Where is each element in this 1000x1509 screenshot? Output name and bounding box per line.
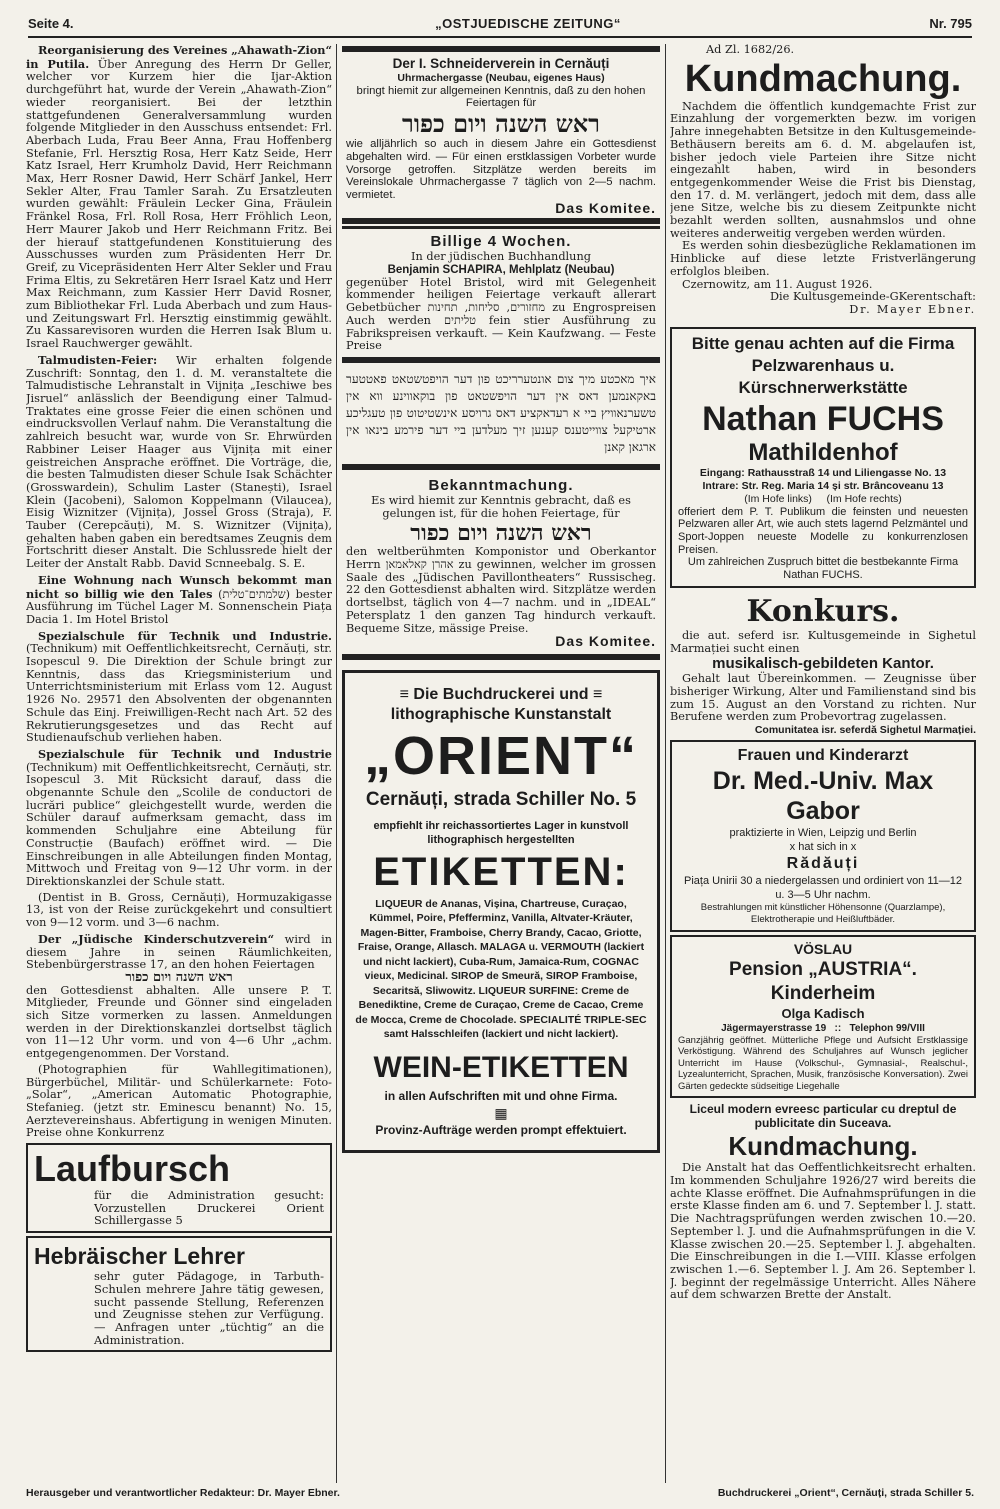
column-right — [670, 44, 976, 1483]
hebrew-holiday-line: ראש השנה ויום כפור — [125, 969, 233, 985]
article-talmudisten — [26, 354, 332, 571]
ad-title: Bekanntmachung. — [428, 476, 574, 494]
ad-text: Es werden sohin diesbezügliche Reklamationen im Hinblicke auf diese letzte Fristverlängerung erfolglos bleiben. — [670, 239, 976, 278]
ad-text: Es wird hiemit zur Kenntnis gebracht, daß es gelungen ist, für die hohen Feiertage, für — [371, 493, 631, 520]
ad-subtitle: Uhrmachergasse (Neubau, eigenes Haus) — [397, 72, 605, 84]
ad-highlight: musikalisch-gebildeten Kantor. — [712, 655, 934, 673]
ad-line: Bitte genau achten auf die Firma — [691, 333, 955, 353]
notice-spezialschule-2 — [26, 748, 332, 889]
ad-bekanntmachung — [342, 472, 660, 652]
ad-nathan-fuchs — [670, 327, 976, 588]
ad-heading: ETIKETTEN: — [373, 849, 629, 894]
ad-title: Billige 4 Wochen. — [430, 233, 572, 251]
article-text: Wir erhalten folgende Zuschrift: Sonntag, den 1. d. M. veranstaltete die Talmudistische Lehranstalt in Vijnița „Ieschiwe bes Jisruel“ anlässlich der Beendigung einer Talmud-Traktates eine grosse Feier die einen schönen und eindrucksvollen Verlauf nahm. Die Veranstaltung die zahlreich besucht war, wurde von Sr. Ehrwürden Rabbiner Leiser Haager aus Vijnița mit einer geistreichen Ansprache eröffnet. Die Vorträge, die, die besten Talmudisten dieser Schule Isak Schächter (Grosswardein), Schulim Laster (Stanești), Israel Klein (Jacobeni), Salomon Koppelmann (Vilaucea), Eisig Wiznitzer (Vijnița), Jossel Gross (Straja), F. Tauber (Cerepcăuți), M. S. Wiznitzer (Vijnița), gehalten haben gaben ein beredtsames Zeugnis dem Fortschritt dieser Anstalt. Die Schlussrede hielt der Leiter der Anstalt Rabb. David Scnneebalg. S. E. — [26, 353, 332, 571]
ad-kundmachung-kultus — [670, 44, 976, 317]
article-text: Über Anregung des Herrn Dr Geller, welcher vor Kurzem hier die Ijar-Aktion durchgeführt hat, wurde der Verein „Ahawath-Zion“ wieder reorganisiert. Bei der letzthin stattgefundenen Generalversammlung wurden folgende Mitglieder in den Ausschuss entsendet: Frl. Aberbach Luda, Frau Beer Anna, Frau Hoffenberg Stefanie, Frl. Hersztig Rosa, Herr Katz Seide, Herr Katz Israel, Herr Krumholz David, Herr Reichmann Max, Herr Rosner Dawid, Herr Schärf Jankel, Herr Sekler Alter, Frau Tamler Sarah. Zu Ersatzleuten wurden gewählt: Fräulein Lecker Gina, Fräulein Fränkel Rosa, Frl. Roll Rosa, Herr Fröhlich Leon, Herr Maurer Jakob und Herr Reichmann Fritz. Bei der hierauf stattgefundenen Konstituierung des Ausschusses wurden zum Präsidenten Herr Dr. Greif, zu Vicepräsidenten Herr Alter Sekler und Frau Frima Eltis, zu Sekretären Herr Israel Katz und Herr Max Reichmann, zum Kassier Herr David Rosner, zum Bibliothekar Frl. Luda Aberbach und zum Haus- und Zeitungswart Frl. Hersztig einstimmig gewählt. Zu Kassarevisoren wurden die Herren Isak Blum u. Israel Rauchwerger gewählt. — [26, 57, 332, 351]
ad-line: empfiehlt ihr reichassortiertes Lager in kunstvoll lithographisch hergestellten — [373, 819, 629, 846]
article-heading: Der „Jüdische Kinderschutzverein“ — [38, 931, 275, 946]
ad-text: offeriert dem P. T. Publikum die feinsten und neuesten Pelzwaren aller Art, wie auch stets lagernd Pelzmäntel und Sport-Joppen neueste Modelle zu konkurrenzlosen Preisen. — [678, 505, 968, 556]
ad-product-list: LIQUEUR de Ananas, Vișina, Chartreuse, Curaçao, Kümmel, Poire, Pfefferminz, Vanilla, Altvater-Kräuter, Magen-Bitter, Framboise, Cherry Brandy, Cacao, Griotte, Fraise, Orange, Allasch. MALAGA u. VERMOUTH (lackiert und nicht lackiert), Cuba-Rum, Jamaica-Rum, COGNAC vieux, Medicinal. SIROP de Smeură, SIROP Framboise, Secaritsă, Sliwowitz. LIQUEUR SURFINE: Creme de Benediktine, Creme de Curaçao, Creme de Cacao, Creme de Mocca, Creme de Chocolade. SPECIALITÉ TRIPLE-SEC samt Halsschleifen (lackiert und nicht lackiert). — [355, 897, 647, 1041]
ad-line: Pelzwarenhaus u. Kürschnerwerkstätte — [738, 355, 908, 397]
divider-bar — [342, 357, 660, 363]
ad-line: Bestrahlungen mit künstlicher Höhensonne (Quarzlampe), Elektrotherapie und Heißluftbäder. — [700, 901, 946, 925]
ad-name: Pension „AUSTRIA“. Kinderheim — [729, 958, 917, 1004]
ad-text: Um zahlreichen Zuspruch bittet die bestbekannte Firma Nathan FUCHS. — [687, 556, 959, 582]
ad-kundmachung-liceul — [670, 1130, 976, 1302]
article-text: bester Ausführung im Tüchel Lager M. Sonnenschein Piața Dacia 1. Im Hotel Bristol — [26, 587, 332, 626]
hebrew-text: איך מאכטע מיך צום אונטערריכט פון דער הויפטשטאט פאטטער באקאנמען דאס אין דער הויפשטאט פון בוקאווינע ווא אין טשערנאוויץ ביי א רעדאקציע דאס גרויסע אינשטיטוט פון טעגליכע ארטיקעל צווייטענס קענען זיך מעלדען ביי דער פירמע בינאו אין ארגאן קאנן — [346, 371, 656, 454]
ad-city: Rădăuți — [786, 854, 860, 872]
ad-brand: „ORIENT“ — [363, 725, 638, 786]
ad-text: In der jüdischen Buchhandlung — [411, 250, 591, 264]
ad-konkurs — [670, 594, 976, 737]
ad-dr-gabor — [670, 740, 976, 932]
divider-bar — [342, 46, 660, 52]
issue-number: Nr. 795 — [929, 16, 972, 31]
article-text: (Technikum) mit Oeffentlichkeitsrecht, Cernăuți, str. Isopescul 3. Mit Rücksicht darauf, dass die obgenannte Schule den „Scolile de conductori de lucrări publice“ gleichgestellt wurde, werden die Schüler darauf aufmerksam gemacht, dass im kommenden Schuljahre eine Abteilung für Construcție (Baufach) eröffnet wird. — Die Einschreibungen in alle Abteilungen finden Montag, Mittwoch und Freitag von 9—12 Uhr vorm. in der Direktionskanzlei der Schule statt. — [26, 760, 332, 888]
notice-dentist: (Dentist in B. Gross, Cernăuți), Hormuzakigasse 13, ist von der Reise zurückgekehrt und consultiert von 9—12 vorm. und 3—6 nachm. — [26, 890, 332, 930]
ad-line: (Im Hofe links) (Im Hofe rechts) — [744, 492, 902, 505]
ad-laufbursch — [26, 1143, 332, 1233]
article-text: wird in diesem Jahre in seinen Räumlichkeiten, Stebenbürgerstrasse 17, an den hohen Feiertagen — [26, 932, 332, 972]
ad-text: die aut. seferd isr. Kultusgemeinde in Sighetul Marmației sucht einen — [670, 628, 976, 655]
article-heading: Spezialschule für Technik und Industrie — [38, 746, 332, 761]
reference-number: Ad Zl. 1682/26. — [706, 44, 795, 56]
column-middle — [342, 44, 660, 1483]
ad-brand: Nathan FUCHS — [702, 399, 944, 438]
notice-wohnung — [26, 574, 332, 627]
ad-title: Konkurs. — [746, 593, 900, 629]
ad-text: den weltberühmten Komponistor und Oberkantor Herrn אהרן קאלאמאן zu gewinnen, welcher im grossen Saale des „Jüdischen Pavillontheaters“ Russischeg. 22 den Gottesdienst abhalten wird. Sitzplätze werden dortselbst, täglich von 4—7 nachm. und in „IDEAL“ Petersplatz 1 den ganzen Tag hindurch verkauft. Bequeme Sitze, mässige Preise. — [346, 545, 656, 635]
notice-kinderschutz — [26, 933, 332, 972]
ad-owner: Olga Kadisch — [781, 1005, 865, 1021]
ad-line: lithographische Kunstanstalt — [390, 705, 612, 723]
article-heading: Talmudisten-Feier: — [38, 352, 158, 367]
ad-signature: Comunitatea isr. seferdă Sighetul Marmației. — [754, 724, 976, 737]
ad-date: Czernowitz, am 11. August 1926. — [682, 277, 873, 291]
ad-address: Jägermayerstrasse 19 :: Telephon 99/VIII — [721, 1022, 925, 1034]
hebrew-text: מחזורים, סליחות, תחינות — [427, 301, 546, 315]
ad-title: Kundmachung. — [684, 57, 962, 100]
ad-text: wie alljährlich so auch in diesem Jahre ein Gottesdienst abgehalten wird. — Für einen erstklassigen Vorbeter wurde Vorsorge getroffen. Sitzplätze werden bereits im Vereinslokale Uhrmachergasse 7 täglich von 2—5 nachm. vermietet. — [346, 138, 656, 201]
ad-orient-druckerei — [342, 670, 660, 1153]
divider-bar — [342, 218, 660, 224]
notice-photo: (Photographien für Wahllegitimationen), Bürgerbüchel, Militär- und Schülerkarnete: Foto-„Solar“, „American Automatic Photographie, Stefanieg. (jetzt str. Eminescu benannt) No. 15, Aerztevereinshaus. Abfertigung in wenigen Minuten. Preise ohne Konkurrenz — [26, 1062, 332, 1140]
ad-billige-wochen — [342, 231, 660, 355]
hebrew-text: טליתים — [443, 313, 476, 327]
page-footer — [26, 1487, 974, 1501]
ad-hebraeischer-lehrer — [26, 1236, 332, 1352]
ad-yiddish — [342, 365, 660, 462]
ad-line: Intrare: Str. Reg. Maria 14 și str. Brâncoveanu 13 — [702, 479, 944, 492]
ad-text — [346, 277, 656, 353]
article-heading: Reorganisierung des Vereines „Ahawath-Zion“ in Putila. — [26, 44, 332, 71]
ad-text: für die Administration gesucht: Vorzustellen Druckerei Orient Schillergasse 5 — [94, 1188, 324, 1228]
ornament-icon: ▦ — [494, 1104, 508, 1121]
ad-text-part: zu Engrospreisen Auch werden — [346, 301, 657, 327]
ad-heading: WEIN-ETIKETTEN — [373, 1050, 629, 1084]
ad-place: Mathildenhof — [748, 438, 898, 466]
ad-line: praktizierte in Wien, Leipzig und Berlin — [729, 826, 917, 839]
article-text: den Gottesdienst abhalten. Alle unsere P. T. Mitglieder, Freunde und Gönner sind eingeladen sich Sitze vormerken zu lassen. Anmeldungen werden in der Direktionskanzlei dortselbst täglich von 11—12 Uhr vorm. und von 4—6 Uhr „achm. entgegengenommen. Der Vorstand. — [26, 983, 332, 1061]
article-heading: Eine Wohnung nach Wunsch bekommt man nicht so billig wie den Tales — [26, 572, 332, 601]
footer-printer: Buchdruckerei „Orient“, Cernăuți, strada Schiller 5. — [717, 1487, 974, 1499]
ad-signature: Die Kultusgemeinde-GKerentschaft: — [770, 290, 976, 304]
ad-text: bringt hiemit zur allgemeinen Kenntnis, daß zu den hohen Feiertagen für — [356, 84, 646, 110]
ad-schneiderverein — [342, 54, 660, 216]
article-text: (Technikum) mit Oeffentlichkeitsrecht, Cernăuți, str. Isopescul 9. Die Direktion der Schule bringt zur Kenntnis, dass das Kriegsministerium und Unterrichtsministerium mit Erlass vom 12. August 1926 No. 29571 den Absolventen der obgenannten Schule das Einj. Freiwilligen-Recht nach Art. 52 des Rekrutierungsgesetzes und das Recht auf Studienaufschub verliehen haben. — [26, 642, 332, 745]
page-header — [28, 14, 972, 34]
hebrew-text: (שלמתים־טלית) — [218, 587, 291, 601]
ad-text: Nachdem die öffentlich kundgemachte Frist zur Einzahlung der vorgemerkten bezw. im vorigen Jahre innegehabten Betsitze in den Kultusgemeinde-Bethäusern bereits am 6. d. M. abgelaufen ist, bisher jedoch viele Parteien ihre Sitze nicht eingezahlt haben, wird in besonders entgegenkommender Weise die Frist bis Dienstag, den 17. d. M. verlängert, jedoch mit dem, dass alle jene Sitze, welche bis zu diesem Zeitpunkte nicht bezahlt werden sollten, ausnahmslos und ohne weiteres anderweitig vergeben werden würden. — [670, 99, 976, 240]
ad-title: Laufbursch — [34, 1148, 231, 1190]
ad-signature: Das Komitee. — [555, 199, 656, 216]
footer-publisher: Herausgeber und verantwortlicher Redakteur: Dr. Mayer Ebner. — [26, 1487, 340, 1499]
hebrew-holiday-line: ראש השנה ויום כפור — [402, 109, 600, 139]
ad-text-part: fein stier Ausführung zu Fabrikspreisen verkauft. — Kein Kaufzwang. — Feste Preise — [346, 313, 657, 353]
ad-title: Der I. Schneiderverein in Cernăuți — [392, 56, 610, 71]
ad-line: Frauen und Kinderarzt — [737, 746, 909, 764]
ad-line: x hat sich in x — [789, 840, 857, 853]
column-divider — [665, 44, 666, 1483]
ad-text-part: gegenüber Hotel Bristol, wird mit Gelegenheit kommender heiligen Feiertage verkauft allerart Gebetbücher — [346, 275, 656, 315]
ad-title: Hebräischer Lehrer — [34, 1243, 245, 1270]
ad-signature: Das Komitee. — [555, 633, 656, 650]
article-heading: Spezialschule für Technik und Industrie. — [38, 628, 332, 643]
ad-name: Benjamin SCHAPIRA, Mehlplatz (Neubau) — [387, 264, 615, 277]
divider-bar — [342, 226, 660, 229]
ad-text: sehr guter Pädagoge, in Tarbuth-Schulen mehrere Jahre tätig gewesen, sucht passende Stellung, Referenzen und Zeugnisse stehen zur Verfügung. — Anfragen unter „tüchtig“ an die Administration. — [94, 1269, 324, 1347]
column-left — [26, 44, 332, 1483]
ad-text: Ganzjährig geöffnet. Mütterliche Pflege und Aufsicht Erstklassige Verköstigung. Während des Schuljahres auf Wunsch jeglicher Unterricht im Hause (Volkschul-, Gymnasial-, Realschul-, Lyzealunterricht, Sprachen, Musik, französische Konversation). Zwei Gärten gedeckte südseitige Liegehalle — [678, 1034, 968, 1092]
newspaper-title: „OSTJUEDISCHE ZEITUNG“ — [435, 16, 621, 31]
ad-line: in allen Aufschriften mit und ohne Firma. — [384, 1088, 618, 1103]
ad-pension-austria — [670, 935, 976, 1099]
ad-address: Cernăuți, strada Schiller No. 5 — [365, 788, 637, 810]
ad-line: VÖSLAU — [793, 940, 853, 957]
header-rule — [28, 36, 972, 38]
divider-bar — [342, 464, 660, 470]
ad-line: ≡ Die Buchdruckerei und ≡ — [399, 685, 603, 703]
ad-line: Piața Unirii 30 a niedergelassen und ordiniert von 11—12 u. 3—5 Uhr nachm. — [683, 874, 963, 901]
ad-line: Provinz-Aufträge werden prompt effektuiert. — [375, 1122, 627, 1137]
page-number: Seite 4. — [28, 16, 74, 31]
ad-title: Kundmachung. — [728, 1131, 918, 1162]
column-divider — [336, 44, 337, 1483]
ad-text: Die Anstalt hat das Oeffentlichkeitsrecht erhalten. Im kommenden Schuljahre 1926/27 wird bereits die achte Klasse eröffnet. Die Aufnahmsprüfungen in die erste Klasse finden am 6. und 7. September l. J. statt. Die Nachtragsprüfungen werden zwischen 10.—20. September l. J. und die Aufnahmsprüfungen in die V. Klasse zwischen 20.—25. September l. J. abgehalten. Die Einschreibungen in die I.—VIII. Klasse erfolgen zwischen 1.—6. September l. J. Am 26. September l. J. beginnt der regelmässige Unterricht. Alles Nähere auf dem schwarzen Brette der Anstalt. — [670, 1161, 976, 1302]
ad-signature: Dr. Mayer Ebner. — [849, 302, 976, 316]
notice-spezialschule-1 — [26, 630, 332, 745]
divider-bar — [342, 654, 660, 660]
ad-line: Eingang: Rathausstraß 14 und Liliengasse No. 13 — [699, 466, 947, 479]
hebrew-holiday-line: ראש השנה ויום כפור — [410, 520, 592, 547]
article-ahawath-zion — [26, 44, 332, 351]
ad-text: Gehalt laut Übereinkommen. — Zeugnisse über bisheriger Wirkung, Alter und Familienstand sind bis zum 15. August an den Vorstand zu richten. Nur Berufene werden zum Probevortrag zugelassen. — [670, 672, 976, 724]
ad-name: Dr. Med.-Univ. Max Gabor — [712, 766, 934, 825]
ad-liceul: Liceul modern evreesc particular cu dreptul de publicitate din Suceava. — [689, 1102, 957, 1131]
